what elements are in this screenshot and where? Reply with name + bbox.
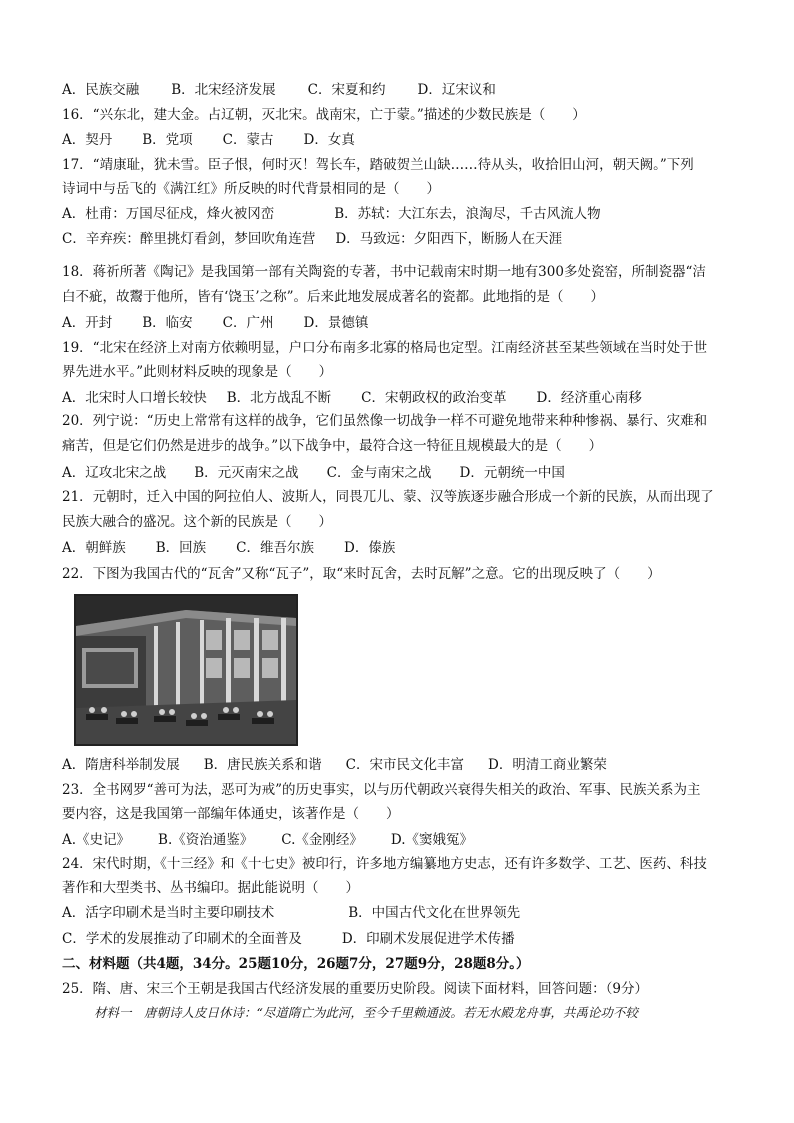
line-l25: 24．宋代时期，《十三经》和《十七史》被印行，许多地方编纂地方史志，还有许多数学、工艺、医药、科技: [62, 856, 707, 872]
line-l15: 痛苦，但是它们仍然是进步的战争。”以下战争中，最符合这一特征且规模最大的是（ ）: [62, 438, 603, 454]
line-l3: [62, 130, 742, 150]
line-l13: [62, 388, 742, 408]
option-a: A．辽攻北宋之战: [62, 465, 167, 481]
option-d: D.《窦娥冤》: [390, 832, 474, 848]
option-a: A.《史记》: [62, 832, 131, 848]
option-b: B．临安: [142, 315, 193, 331]
option-c: C．宋市民文化丰富: [345, 757, 465, 773]
line-l19: [62, 538, 742, 558]
option-b: B．元灭南宋之战: [194, 465, 299, 481]
option-a: A．开封: [62, 315, 113, 331]
line-l23: 要内容，这是我国第一部编年体通史，该著作是（ ）: [62, 806, 400, 822]
option-b: B．唐民族关系和谐: [203, 757, 322, 773]
line-l4: 17．“靖康耻，犹未雪。臣子恨，何时灭！驾长车，踏破贺兰山缺……待从头，收拾旧山河，朝天阙。”下列: [62, 157, 694, 173]
option-d: D．元朝统一中国: [459, 465, 565, 481]
line-l22: 23．全书网罗“善可为法，恶可为戒”的历史事实，以与历代朝政兴衰得失相关的政治、军事、民族关系为主: [62, 782, 701, 798]
line-l27: [62, 903, 742, 923]
line-l9: 白不疵，故鬻于他所，皆有‘饶玉’之称”。后来此地发展成著名的瓷都。此地指的是（ ）: [62, 289, 604, 305]
line-l20: 22．下图为我国古代的“瓦舍”又称“瓦子”，取“来时瓦舍，去时瓦解”之意。它的出现反映了（ ）: [62, 566, 661, 582]
option-b: B．中国古代文化在世界领先: [348, 905, 521, 921]
option-c: C．金与南宋之战: [326, 465, 432, 481]
option-a: A．隋唐科举制发展: [62, 757, 180, 773]
option-c: C.《金刚经》: [281, 832, 363, 848]
line-l14: 20．列宁说：“历史上常常有这样的战争，它们虽然像一切战争一样不可避免地带来种种惨祸、暴行、灾难和: [62, 413, 708, 429]
option-d: D．傣族: [344, 540, 396, 556]
option-d: D．女真: [303, 132, 355, 148]
line-l31: 材料一 唐朝诗人皮日休诗：“尽道隋亡为此河，至今千里赖通波。若无水殿龙舟事，共禹论功不较: [94, 1005, 638, 1020]
option-a: A．契丹: [62, 132, 113, 148]
line-l24: [62, 830, 742, 850]
option-b: B．北方战乱不断: [226, 390, 332, 406]
option-c: C．蒙古: [222, 132, 274, 148]
line-l17: 21．元朝时，迁入中国的阿拉伯人、波斯人，同畏兀儿、蒙、汉等族逐步融合形成一个新的民族，从而出现了: [62, 489, 714, 505]
option-b: B．回族: [155, 540, 207, 556]
option-b: B．苏轼：大江东去，浪淘尽，千古风流人物: [334, 206, 601, 222]
option-b: B.《资治通鉴》: [158, 832, 254, 848]
option-c: C．广州: [222, 315, 274, 331]
option-a: A．杜甫：万国尽征戍，烽火被冈峦: [62, 206, 275, 222]
option-a: A．活字印刷术是当时主要印刷技术: [62, 905, 275, 921]
option-c: C．维吾尔族: [236, 540, 315, 556]
option-c: C．宋朝政权的政治变革: [361, 390, 507, 406]
line-l28: [62, 929, 742, 949]
line-l5: 诗词中与岳飞的《满江红》所反映的时代背景相同的是（ ）: [62, 181, 440, 197]
line-l16: [62, 463, 742, 483]
line-l1: [62, 80, 742, 100]
option-a: C．辛弃疾：醉里挑灯看剑，梦回吹角连营: [62, 231, 316, 247]
line-l8: 18．蒋祈所著《陶记》是我国第一部有关陶瓷的专著，书中记载南宋时期一地有300多处瓷窑，所制瓷器“洁: [62, 264, 706, 280]
option-c: C．宋夏和约: [307, 82, 386, 98]
option-b: B．北宋经济发展: [171, 82, 276, 98]
option-d: D．明清工商业繁荣: [488, 757, 607, 773]
option-d: D．景德镇: [303, 315, 369, 331]
option-a: A．民族交融: [62, 82, 140, 98]
option-a: C．学术的发展推动了印刷术的全面普及: [62, 931, 302, 947]
line-l7: [62, 229, 742, 249]
line-l10: [62, 313, 742, 333]
option-b: B．党项: [142, 132, 193, 148]
option-b: D．马致远：夕阳西下，断肠人在天涯: [335, 231, 563, 247]
line-l29: 二、材料题（共4题，34分。25题10分，26题7分，27题9分，28题8分。）: [62, 956, 530, 972]
option-a: A．北宋时人口增长较快: [62, 390, 207, 406]
line-l30: 25．隋、唐、宋三个王朝是我国古代经济发展的重要历史阶段。阅读下面材料，回答问题：（9分）: [62, 981, 649, 997]
line-l2: 16．“兴东北，建大金。占辽朝，灭北宋。战南宋，亡于蒙。”描述的少数民族是（ ）: [62, 107, 586, 123]
line-l6: [62, 204, 742, 224]
line-l21: [62, 755, 742, 775]
wa-she-illustration: [74, 594, 298, 746]
option-d: D．辽宋议和: [417, 82, 496, 98]
line-l26: 著作和大型类书、丛书编印。据此能说明（ ）: [62, 880, 359, 896]
option-a: A．朝鲜族: [62, 540, 126, 556]
option-b: D．印刷术发展促进学术传播: [341, 931, 515, 947]
line-l11: 19．“北宋在经济上对南方依赖明显，户口分布南多北寡的格局也定型。江南经济甚至某些领域在当时处于世: [62, 340, 708, 356]
line-l18: 民族大融合的盛况。这个新的民族是（ ）: [62, 514, 332, 530]
theater-hall-image: [76, 596, 296, 744]
line-l12: 界先进水平。”此则材料反映的现象是（ ）: [62, 364, 333, 380]
option-d: D．经济重心南移: [536, 390, 642, 406]
